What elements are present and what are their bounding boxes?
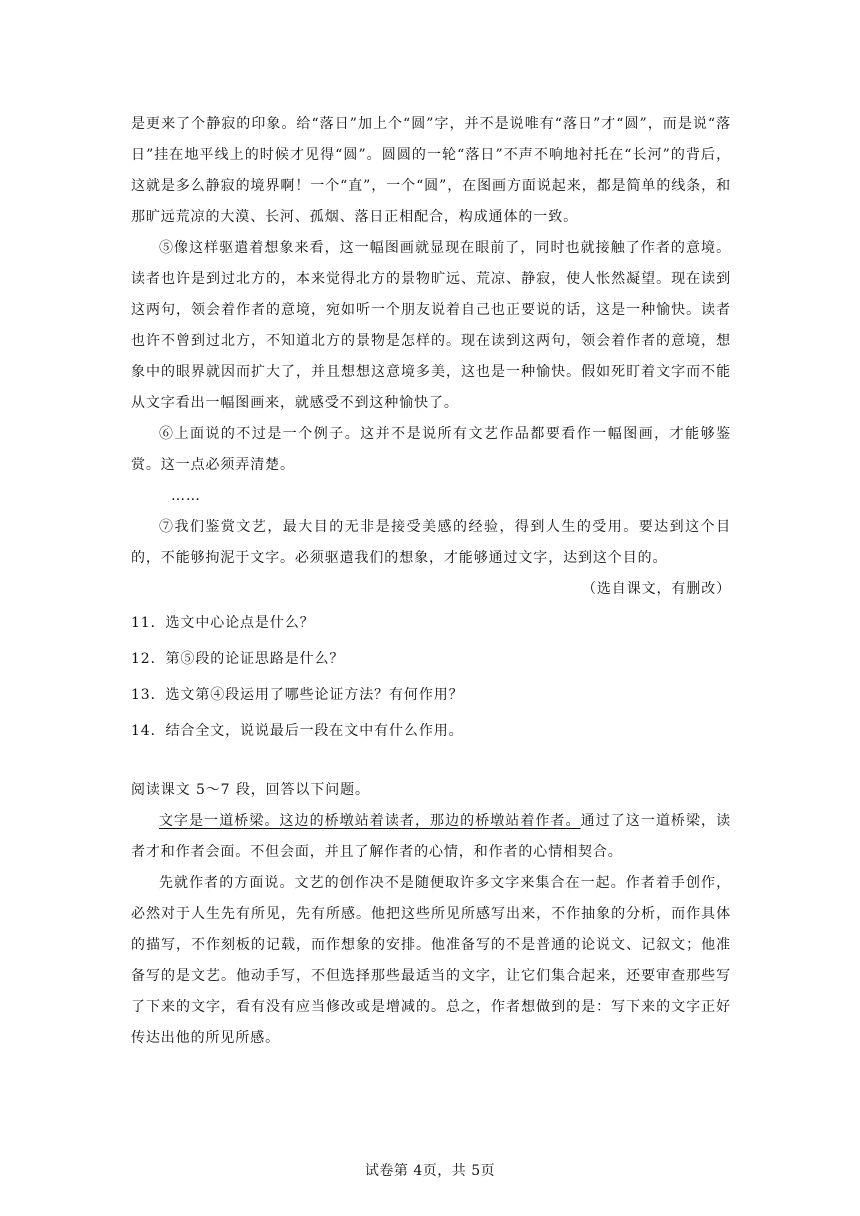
paragraph-5: ⑤像这样驱遣着想象来看，这一幅图画就显现在眼前了，同时也就接触了作者的意境。读者也许是到过北方的，本来觉得北方的景物旷远、荒凉、静寂，使人怅然凝望。现在读到这两句，领会着作者的意境，宛如听一个朋友说着自己也正要说的话，这是一种愉快。读者也许不曾到过北方，不知道北方的景物是怎样的。现在读到这两句，领会着作者的意境，想象中的眼界就因而扩大了，并且想想这意境多美，这也是一种愉快。假如死盯着文字而不能从文字看出一幅图画来，就感受不到这种愉快了。	[131, 240, 731, 411]
paragraph-author: 先就作者的方面说。文艺的创作决不是随便取许多文字来集合在一起。作者着手创作，必然对于人生先有所见，先有所感。他把这些所见所感写出来，不作抽象的分析，而作具体的描写，不作刻板的记载，而作想象的安排。他准备写的不是普通的论说文、记叙文；他准备写的是文艺。他动手写，不但选择那些最适当的文字，让它们集合起来，还要审查那些写了下来的文字，看有没有应当修改或是增减的。总之，作者想做到的是：写下来的文字正好传达出他的所见所感。	[131, 875, 731, 1046]
paragraph-7: ⑦我们鉴赏文艺，最大目的无非是接受美感的经验，得到人生的受用。要达到这个目的，不能够拘泥于文字。必须驱遣我们的想象，才能够通过文字，达到这个目的。	[131, 519, 731, 566]
paragraph-6: ⑥上面说的不过是一个例子。这并不是说所有文艺作品都要看作一幅图画，才能够鉴赏。这一点必须弄清楚。	[131, 426, 731, 473]
question-list	[131, 605, 731, 749]
paragraph-4-tail: 是更来了个静寂的印象。给“落日”加上个“圆”字，并不是说唯有“落日”才“圆”，而是说“落日”挂在地平线上的时候才见得“圆”。圆圆的一轮“落日”不声不响地衬托在“长河”的背后，这就是多么静寂的境界啊！一个“直”，一个“圆”，在图画方面说起来，都是简单的线条，和那旷远荒凉的大漠、长河、孤烟、落日正相配合，构成通体的一致。	[131, 116, 731, 225]
source-note: （选自课文，有删改）	[582, 581, 731, 597]
page-footer: 试卷第 4页，共 5页	[364, 1163, 496, 1179]
omission-ellipsis: ……	[171, 488, 201, 504]
section-gap	[131, 749, 731, 775]
paragraph-bridge	[131, 806, 731, 868]
bridge-rest: 通过了这一道桥梁，读者才和作者会面。不但会面，并且了解作者的心情，和作者的心情相契合。	[131, 813, 732, 860]
passage-a	[131, 109, 731, 605]
underlined-sentence: 文字是一道桥梁。这边的桥墩站着读者，那边的桥墩站着作者。	[159, 813, 581, 829]
question-14: 14．结合全文，说说最后一段在文中有什么作用。	[131, 723, 464, 739]
question-12: 12．第⑤段的论证思路是什么？	[131, 651, 345, 667]
reading-instruction: 阅读课文 5～7 段，回答以下问题。	[131, 782, 370, 798]
question-11: 11．选文中心论点是什么？	[131, 615, 315, 631]
question-13: 13．选文第④段运用了哪些论证方法？有何作用？	[131, 687, 464, 703]
page-content	[131, 109, 731, 1054]
passage-b	[131, 775, 731, 1054]
